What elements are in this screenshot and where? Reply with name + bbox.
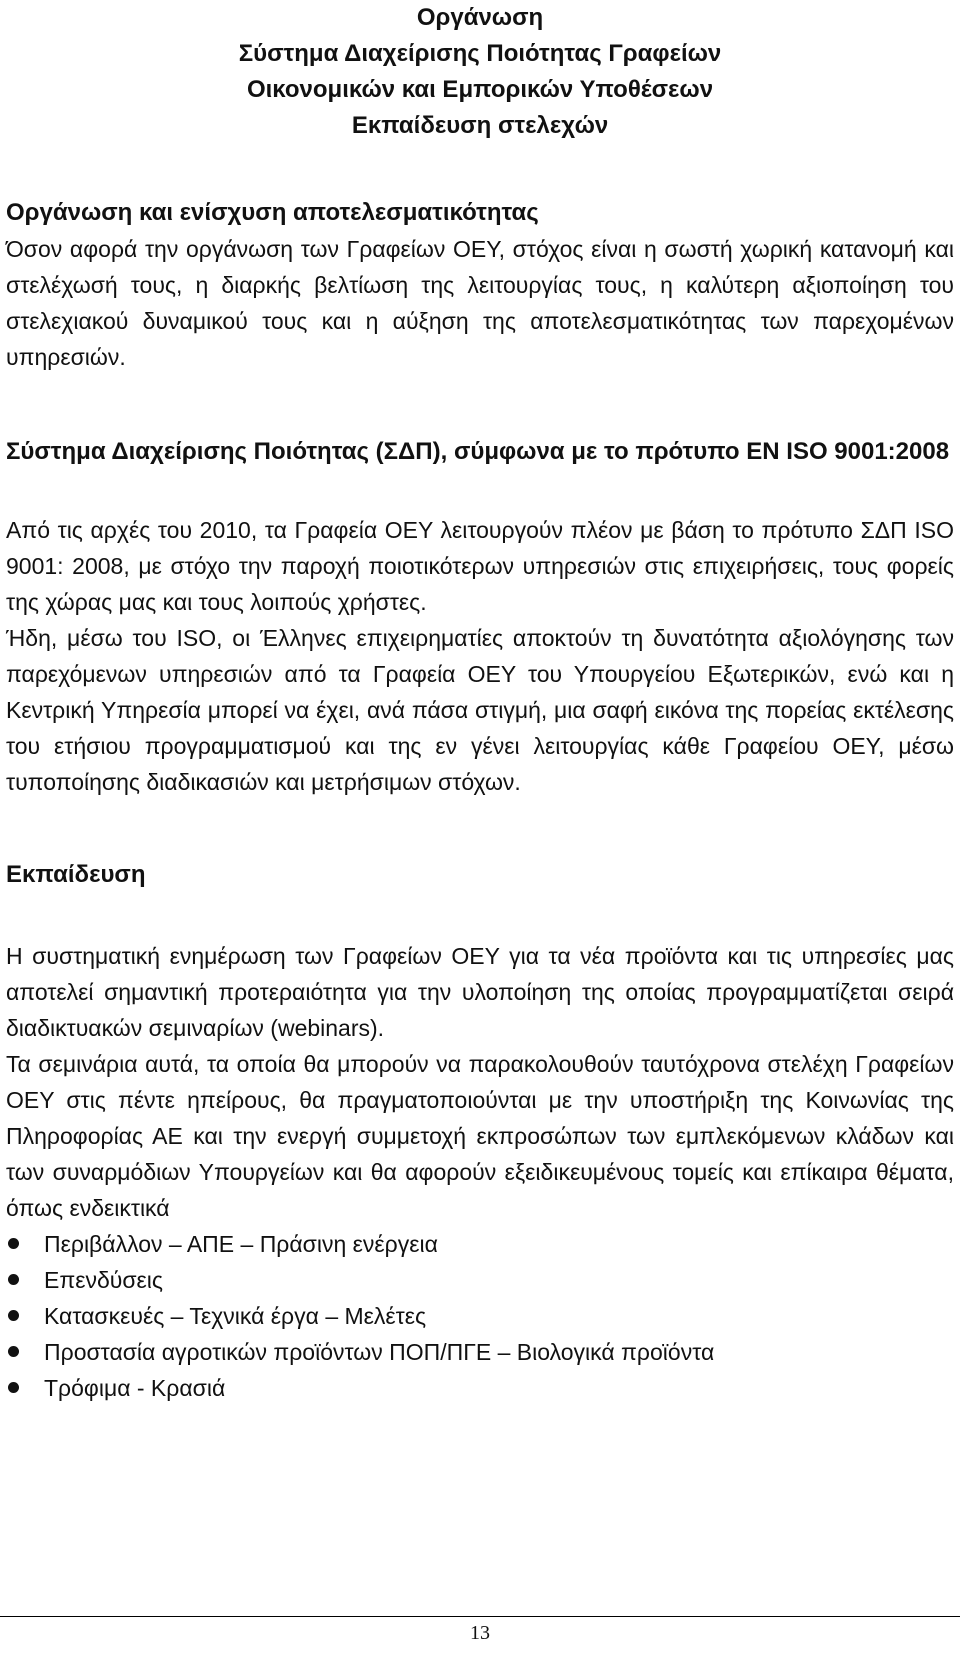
list-item: [6, 1370, 954, 1406]
section-training-paragraph-2: Τα σεμινάρια αυτά, τα οποία θα μπορούν να παρακολουθούν ταυτόχρονα στελέχη Γραφείων ΟΕΥ στις πέντε ηπείρους, θα πραγματοποιούνται με την υποστήριξη της Κοινωνίας της Πληροφορίας ΑΕ και την ενεργή συμμετοχή εκπροσώπων των εμπλεκόμενων κλάδων και των συναρμόδιων Υπουργείων και θα αφορούν εξειδικευμένους τομείς και επίκαιρα θέματα, όπως ενδεικτικά: [6, 1051, 954, 1221]
list-item: [6, 1262, 954, 1298]
bullet-icon: [8, 1274, 19, 1285]
document-header: [6, 0, 954, 144]
header-line-4: Εκπαίδευση στελεχών: [351, 112, 609, 139]
section-training-paragraph-1: Η συστηματική ενημέρωση των Γραφείων ΟΕΥ για τα νέα προϊόντα και τις υπηρεσίες μας αποτελεί σημαντική προτεραιότητα για την υλοποίηση της οποίας προγραμματίζεται σειρά διαδικτυακών σεμιναρίων (webinars).: [6, 943, 954, 1041]
list-item-label: Περιβάλλον – ΑΠΕ – Πράσινη ενέργεια: [44, 1231, 438, 1257]
header-line-1: Οργάνωση: [416, 4, 544, 31]
list-item-label: Τρόφιμα - Κρασιά: [44, 1375, 226, 1401]
list-item: [6, 1334, 954, 1370]
page-content: [6, 0, 954, 1406]
list-item-label: Κατασκευές – Τεχνικά έργα – Μελέτες: [44, 1303, 427, 1329]
page-number: 13: [470, 1622, 490, 1644]
bullet-icon: [8, 1346, 19, 1357]
bullet-icon: [8, 1238, 19, 1249]
list-item-label: Επενδύσεις: [44, 1267, 163, 1293]
section-org-title: Οργάνωση και ενίσχυση αποτελεσματικότητας: [6, 199, 539, 226]
header-line-3: Οικονομικών και Εμπορικών Υποθέσεων: [246, 76, 714, 103]
list-item: [6, 1298, 954, 1334]
list-item-label: Προστασία αγροτικών προϊόντων ΠΟΠ/ΠΓΕ – Βιολογικά προϊόντα: [44, 1339, 715, 1365]
header-line-2: Σύστημα Διαχείρισης Ποιότητας Γραφείων: [238, 40, 722, 67]
section-training-title: Εκπαίδευση: [6, 861, 146, 888]
footer-divider: [0, 1616, 960, 1617]
list-item: [6, 1226, 954, 1262]
bullet-icon: [8, 1382, 19, 1393]
section-org-body: Όσον αφορά την οργάνωση των Γραφείων ΟΕΥ, στόχος είναι η σωστή χωρική κατανομή και στελέχωσή τους, η διαρκής βελτίωση της λειτουργίας τους, η καλύτερη αξιοποίηση του στελεχιακού δυναμικού τους και η αύξηση της αποτελεσματικότητας των παρεχομένων υπηρεσιών.: [6, 236, 954, 370]
section-iso-paragraph-1: Από τις αρχές του 2010, τα Γραφεία ΟΕΥ λειτουργούν πλέον με βάση το πρότυπο ΣΔΠ ISO 9001: 2008, με στόχο την παροχή ποιοτικότερων υπηρεσιών στις επιχειρήσεις, τους φορείς της χώρας μας και τους λοιπούς χρήστες.: [6, 517, 954, 615]
bullet-icon: [8, 1310, 19, 1321]
section-iso-title: Σύστημα Διαχείρισης Ποιότητας (ΣΔΠ), σύμφωνα με το πρότυπο ΕΝ ISO 9001:2008: [6, 438, 950, 465]
section-iso-paragraph-2: Ήδη, μέσω του ISO, οι Έλληνες επιχειρηματίες αποκτούν τη δυνατότητα αξιολόγησης των παρεχόμενων υπηρεσιών από τα Γραφεία ΟΕΥ του Υπουργείου Εξωτερικών, ενώ και η Κεντρική Υπηρεσία μπορεί να έχει, ανά πάσα στιγμή, μια σαφή εικόνα της πορείας εκτέλεσης του ετήσιου προγραμματισμού και της εν γένει λειτουργίας κάθε Γραφείου ΟΕΥ, μέσω τυποποίησης διαδικασιών και μετρήσιμων στόχων.: [6, 625, 954, 795]
training-topics-list: [6, 1226, 954, 1406]
